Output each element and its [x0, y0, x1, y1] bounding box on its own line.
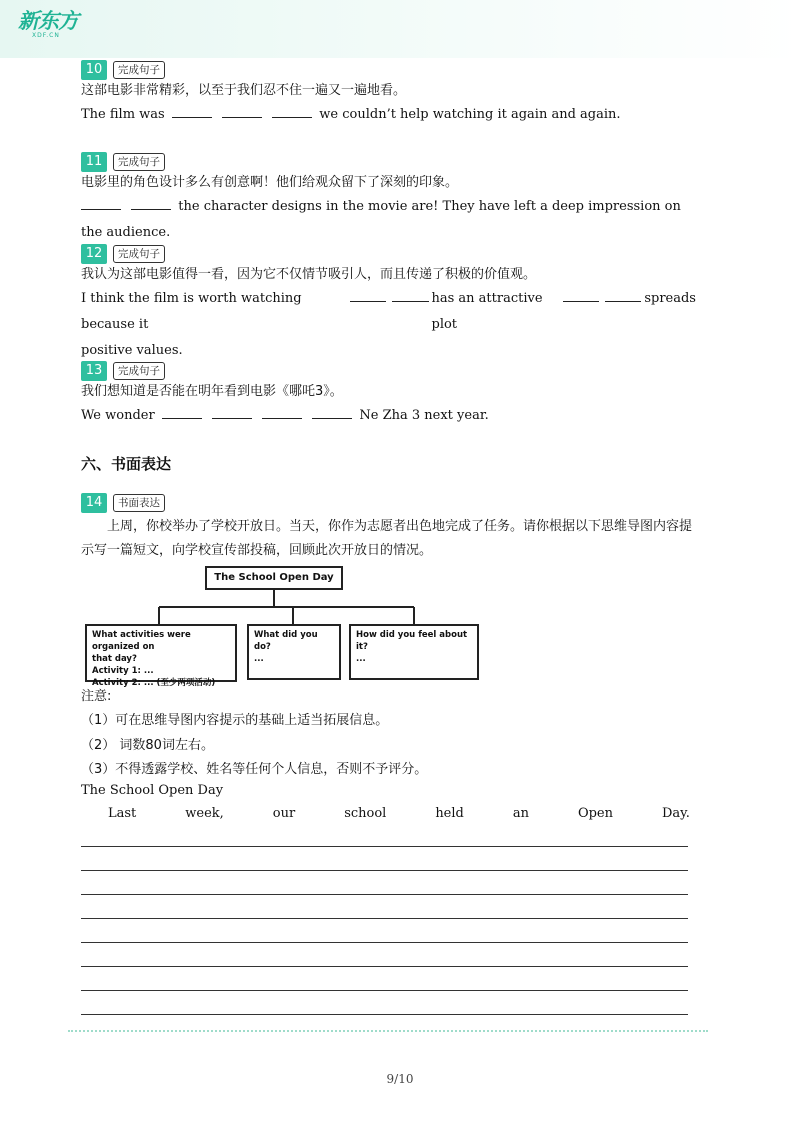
answer-blank[interactable] — [312, 406, 352, 419]
header-band — [0, 0, 800, 58]
logo-text: 新东方 — [18, 9, 78, 33]
answer-blank[interactable] — [212, 406, 252, 419]
answer-blank[interactable] — [605, 289, 641, 302]
mind-map — [81, 562, 481, 686]
writing-prompt: 上周，你校举办了学校开放日。当天，你作为志愿者出色地完成了任务。请你根据以下思维导图内容提示写一篇短文，向学校宣传部投稿，回顾此次开放日的情况。 — [81, 519, 693, 558]
question-number: 14 — [81, 493, 107, 513]
answer-title: The School Open Day — [81, 783, 224, 798]
writing-line[interactable] — [81, 966, 688, 967]
question-chinese: 我认为这部电影值得一看，因为它不仅情节吸引人，而且传递了积极的价值观。 — [81, 267, 537, 282]
question-10 — [81, 60, 696, 128]
writing-line[interactable] — [81, 1014, 688, 1015]
answer-blank[interactable] — [272, 105, 312, 118]
answer-blank[interactable] — [162, 406, 202, 419]
answer-blank[interactable] — [222, 105, 262, 118]
question-number: 10 — [81, 60, 107, 80]
writing-line[interactable] — [81, 870, 688, 871]
notes-title: 注意: — [81, 689, 112, 704]
question-14 — [81, 493, 696, 563]
mind-map-box-what-did-you-do: What did you do? ... — [247, 624, 341, 680]
footer-divider — [68, 1030, 708, 1032]
writing-line[interactable] — [81, 942, 688, 943]
question-type-tag: 完成句子 — [113, 245, 165, 263]
note-item: （2） 词数80词左右。 — [81, 738, 214, 753]
page-number: 9/10 — [386, 1072, 414, 1086]
question-english: The film was we couldn’t help watching it again and again. — [81, 107, 621, 122]
writing-line[interactable] — [81, 846, 688, 847]
answer-blank[interactable] — [262, 406, 302, 419]
mind-map-box-how-did-you-feel: How did you feel about it? ... — [349, 624, 479, 680]
question-chinese: 这部电影非常精彩，以至于我们忍不住一遍又一遍地看。 — [81, 83, 407, 98]
writing-line[interactable] — [81, 918, 688, 919]
note-item: （1）可在思维导图内容提示的基础上适当拓展信息。 — [81, 713, 389, 728]
question-english: I think the film is worth watching because it has an attractive plot spreads — [81, 291, 696, 332]
question-type-tag: 完成句子 — [113, 362, 165, 380]
answer-first-line: Last week, our school held an Open Day. — [108, 806, 690, 821]
question-number: 11 — [81, 152, 107, 172]
answer-blank[interactable] — [392, 289, 428, 302]
question-number: 13 — [81, 361, 107, 381]
mind-map-title: The School Open Day — [205, 566, 343, 590]
answer-blank[interactable] — [563, 289, 599, 302]
section-title: 六、书面表达 — [81, 455, 172, 473]
question-13 — [81, 361, 696, 429]
question-type-tag: 书面表达 — [113, 494, 165, 512]
answer-blank[interactable] — [131, 197, 171, 210]
mind-map-box-activities: What activities were organized on that day? Activity 1: ... Activity 2: ... (至少两项活动) — [85, 624, 237, 682]
answer-blank[interactable] — [172, 105, 212, 118]
answer-blank[interactable] — [81, 197, 121, 210]
answer-blank[interactable] — [350, 289, 386, 302]
xdf-logo — [18, 10, 88, 44]
writing-line[interactable] — [81, 894, 688, 895]
writing-line[interactable] — [81, 990, 688, 991]
question-12 — [81, 244, 696, 364]
question-11 — [81, 152, 696, 246]
note-item: （3）不得透露学校、姓名等任何个人信息，否则不予评分。 — [81, 762, 428, 777]
logo-subtext: XDF.CN — [32, 32, 60, 39]
question-type-tag: 完成句子 — [113, 61, 165, 79]
question-english: We wonder Ne Zha 3 next year. — [81, 408, 489, 423]
question-chinese: 电影里的角色设计多么有创意啊！他们给观众留下了深刻的印象。 — [81, 175, 459, 190]
question-english-line2: positive values. — [81, 343, 183, 358]
question-english: the character designs in the movie are! They have left a deep impression on the audience. — [81, 199, 681, 240]
question-type-tag: 完成句子 — [113, 153, 165, 171]
question-number: 12 — [81, 244, 107, 264]
question-chinese: 我们想知道是否能在明年看到电影《哪吒3》。 — [81, 384, 343, 399]
